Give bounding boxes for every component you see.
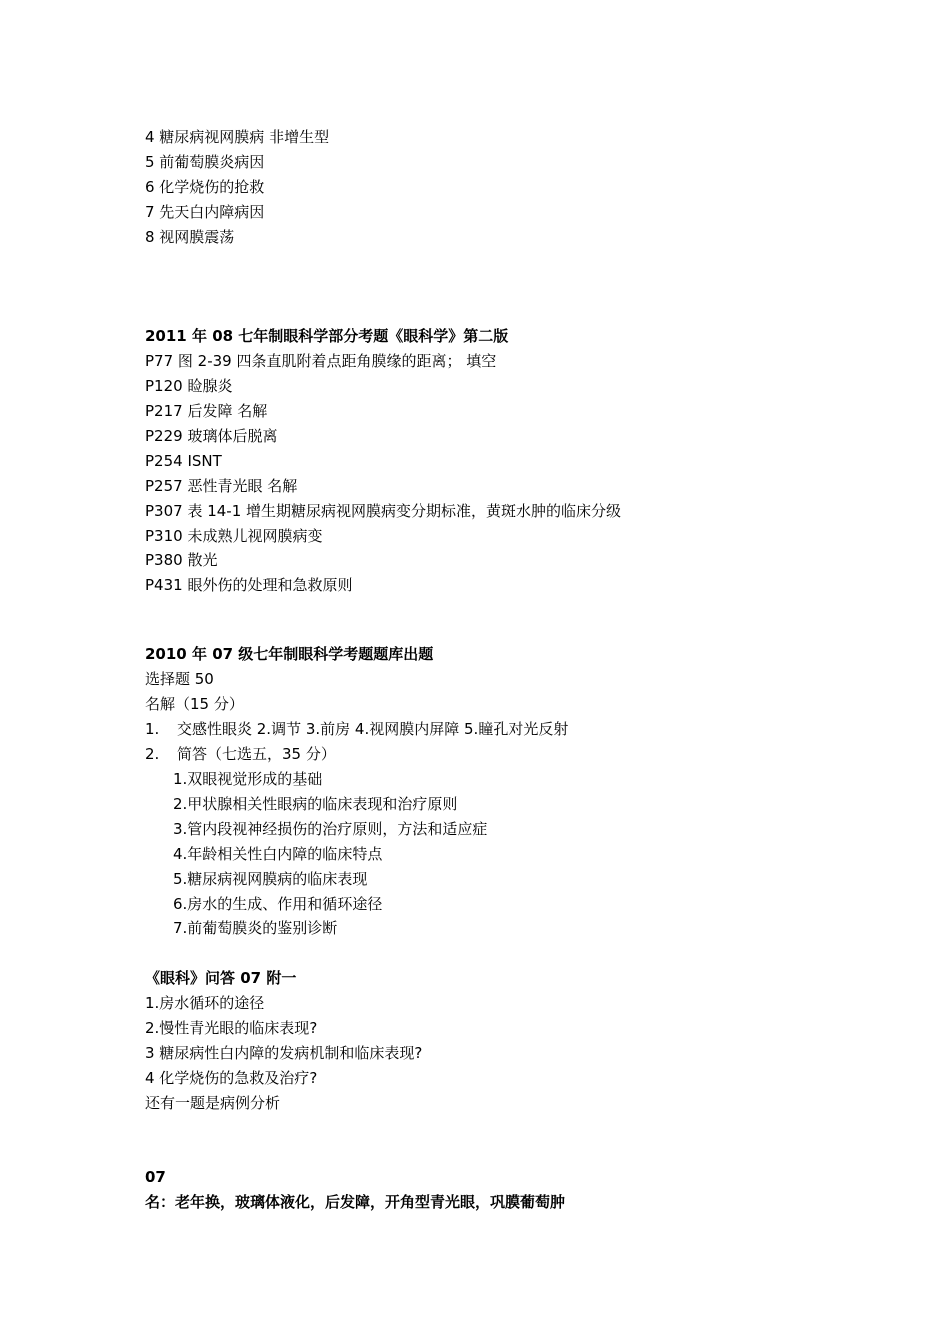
list-item: P380 散光 [145,551,218,569]
list-item: 5 前葡萄膜炎病因 [145,153,265,171]
item-text: 交感性眼炎 2.调节 3.前房 4.视网膜内屏障 5.瞳孔对光反射 [177,720,569,738]
text-line: 名：老年换，玻璃体液化，后发障，开角型青光眼，巩膜葡萄肿 [145,1193,566,1211]
list-item: 6 化学烧伤的抢救 [145,178,265,196]
list-item: P120 睑腺炎 [145,377,233,395]
list-item: P217 后发障 名解 [145,402,268,420]
list-item: P254 ISNT [145,452,222,470]
list-item: P431 眼外伤的处理和急救原则 [145,576,353,594]
list-item: P77 图 2-39 四条直肌附着点距角膜缘的距离； 填空 [145,352,497,370]
list-item: P310 未成熟儿视网膜病变 [145,527,323,545]
list-item: 1.房水循环的途径 [145,994,265,1012]
item-text: 简答（七选五，35 分） [177,745,336,763]
list-item: P257 恶性青光眼 名解 [145,477,298,495]
section-title-2011: 2011 年 08 七年制眼科学部分考题《眼科学》第二版 [145,327,509,345]
section-title-2010: 2010 年 07 级七年制眼科学考题题库出题 [145,645,434,663]
list-item: 还有一题是病例分析 [145,1094,281,1112]
list-item: 4 糖尿病视网膜病 非增生型 [145,128,330,146]
section-title-07: 07 [145,1168,166,1186]
list-item: P229 玻璃体后脱离 [145,427,278,445]
sub-item: 4.年龄相关性白内障的临床特点 [173,845,383,863]
list-item: 3 糖尿病性白内障的发病机制和临床表现? [145,1044,423,1062]
sub-item: 3.管内段视神经损伤的治疗原则，方法和适应症 [173,820,488,838]
numbered-item [145,719,568,739]
sub-item: 1.双眼视觉形成的基础 [173,770,323,788]
section-title-qa: 《眼科》问答 07 附一 [145,969,297,987]
list-item: 7 先天白内障病因 [145,203,265,221]
item-number: 1. [145,720,160,738]
item-number: 2. [145,745,160,763]
list-item: 2.慢性青光眼的临床表现? [145,1019,318,1037]
text-line: 名解（15 分） [145,695,244,713]
sub-item: 2.甲状腺相关性眼病的临床表现和治疗原则 [173,795,458,813]
sub-item: 5.糖尿病视网膜病的临床表现 [173,870,368,888]
list-item: P307 表 14-1 增生期糖尿病视网膜病变分期标准，黄斑水肿的临床分级 [145,502,622,520]
list-item: 8 视网膜震荡 [145,228,235,246]
text-line: 选择题 50 [145,670,214,688]
sub-item: 6.房水的生成、作用和循环途径 [173,895,383,913]
numbered-item [145,744,336,764]
list-item: 4 化学烧伤的急救及治疗? [145,1069,318,1087]
sub-item: 7.前葡萄膜炎的鉴别诊断 [173,919,338,937]
